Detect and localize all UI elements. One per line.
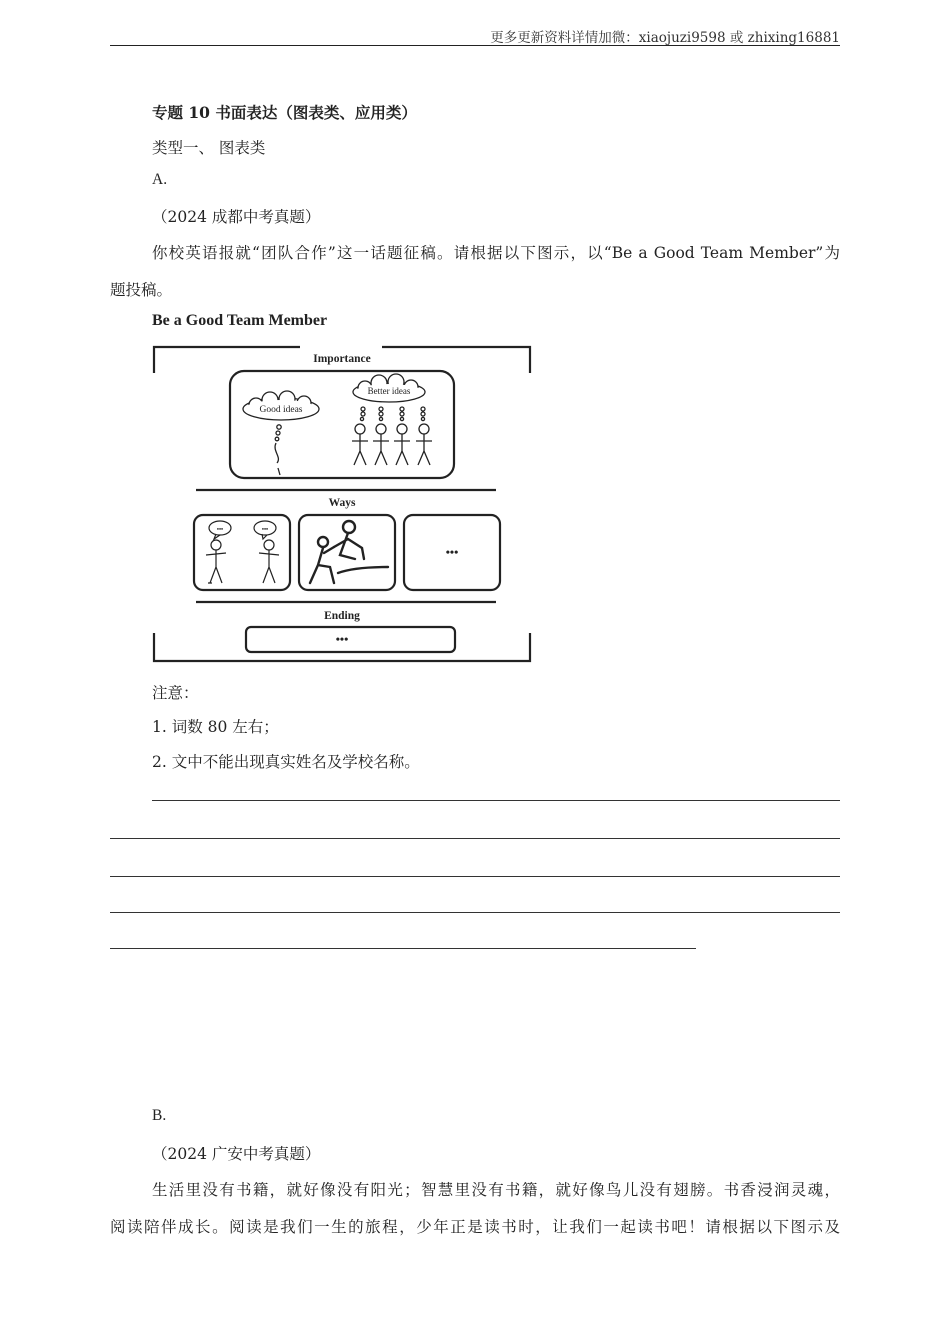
type-heading: 类型一、 图表类 <box>152 139 266 157</box>
note-1: 1. 词数 80 左右； <box>152 718 279 736</box>
page-header: 更多更新资料详情加微：xiaojuzi9598 或 zhixing16881 <box>490 30 840 46</box>
better-ideas-text: Better ideas <box>367 386 411 396</box>
section-title: 专题 10 书面表达（图表类、应用类） <box>152 103 417 122</box>
team-people-icon <box>352 407 432 465</box>
section-b-label: B. <box>152 1107 167 1124</box>
section-a-source: （2024 成都中考真题） <box>152 208 321 226</box>
note-2: 2. 文中不能出现真实姓名及学校名称。 <box>152 753 420 771</box>
good-ideas-text: Good ideas <box>259 405 303 415</box>
section-b-text: 生活里没有书籍，就好像没有阳光；智慧里没有书籍，就好像鸟儿没有翅膀。书香浸润灵魂， <box>152 1181 840 1199</box>
ways-panel-help <box>299 515 395 590</box>
header-rule <box>110 45 840 46</box>
ways-ellipsis: ••• <box>445 545 459 559</box>
importance-label: Importance <box>313 353 371 365</box>
answer-line-2[interactable] <box>110 838 840 839</box>
ending-label: Ending <box>324 610 360 622</box>
essay-title: Be a Good Team Member <box>152 312 328 329</box>
section-a-label: A. <box>152 171 168 188</box>
bubble-dots-left: ••• <box>216 527 224 533</box>
team-member-figure <box>150 343 534 665</box>
notes-label: 注意： <box>152 684 199 702</box>
lone-person-icon <box>275 425 281 475</box>
bubble-dots-right: ••• <box>261 527 269 533</box>
ending-box <box>246 627 455 652</box>
helping-hand-icon <box>310 521 388 583</box>
answer-line-3[interactable] <box>110 876 840 877</box>
answer-line-5[interactable] <box>110 948 696 949</box>
answer-line-4[interactable] <box>110 912 840 913</box>
section-a-prompt-cont: 题投稿。 <box>110 281 173 299</box>
answer-line-1[interactable] <box>152 800 840 801</box>
section-a-prompt: 你校英语报就“团队合作”这一话题征稿。请根据以下图示，以“Be a Good Team Member”为 <box>152 244 840 262</box>
ending-ellipsis: ••• <box>335 632 349 646</box>
ways-label: Ways <box>328 497 356 509</box>
section-b-text-cont: 阅读陪伴成长。阅读是我们一生的旅程，少年正是读书时，让我们一起读书吧！请根据以下图示及 <box>110 1218 840 1236</box>
section-b-source: （2024 广安中考真题） <box>152 1145 321 1163</box>
